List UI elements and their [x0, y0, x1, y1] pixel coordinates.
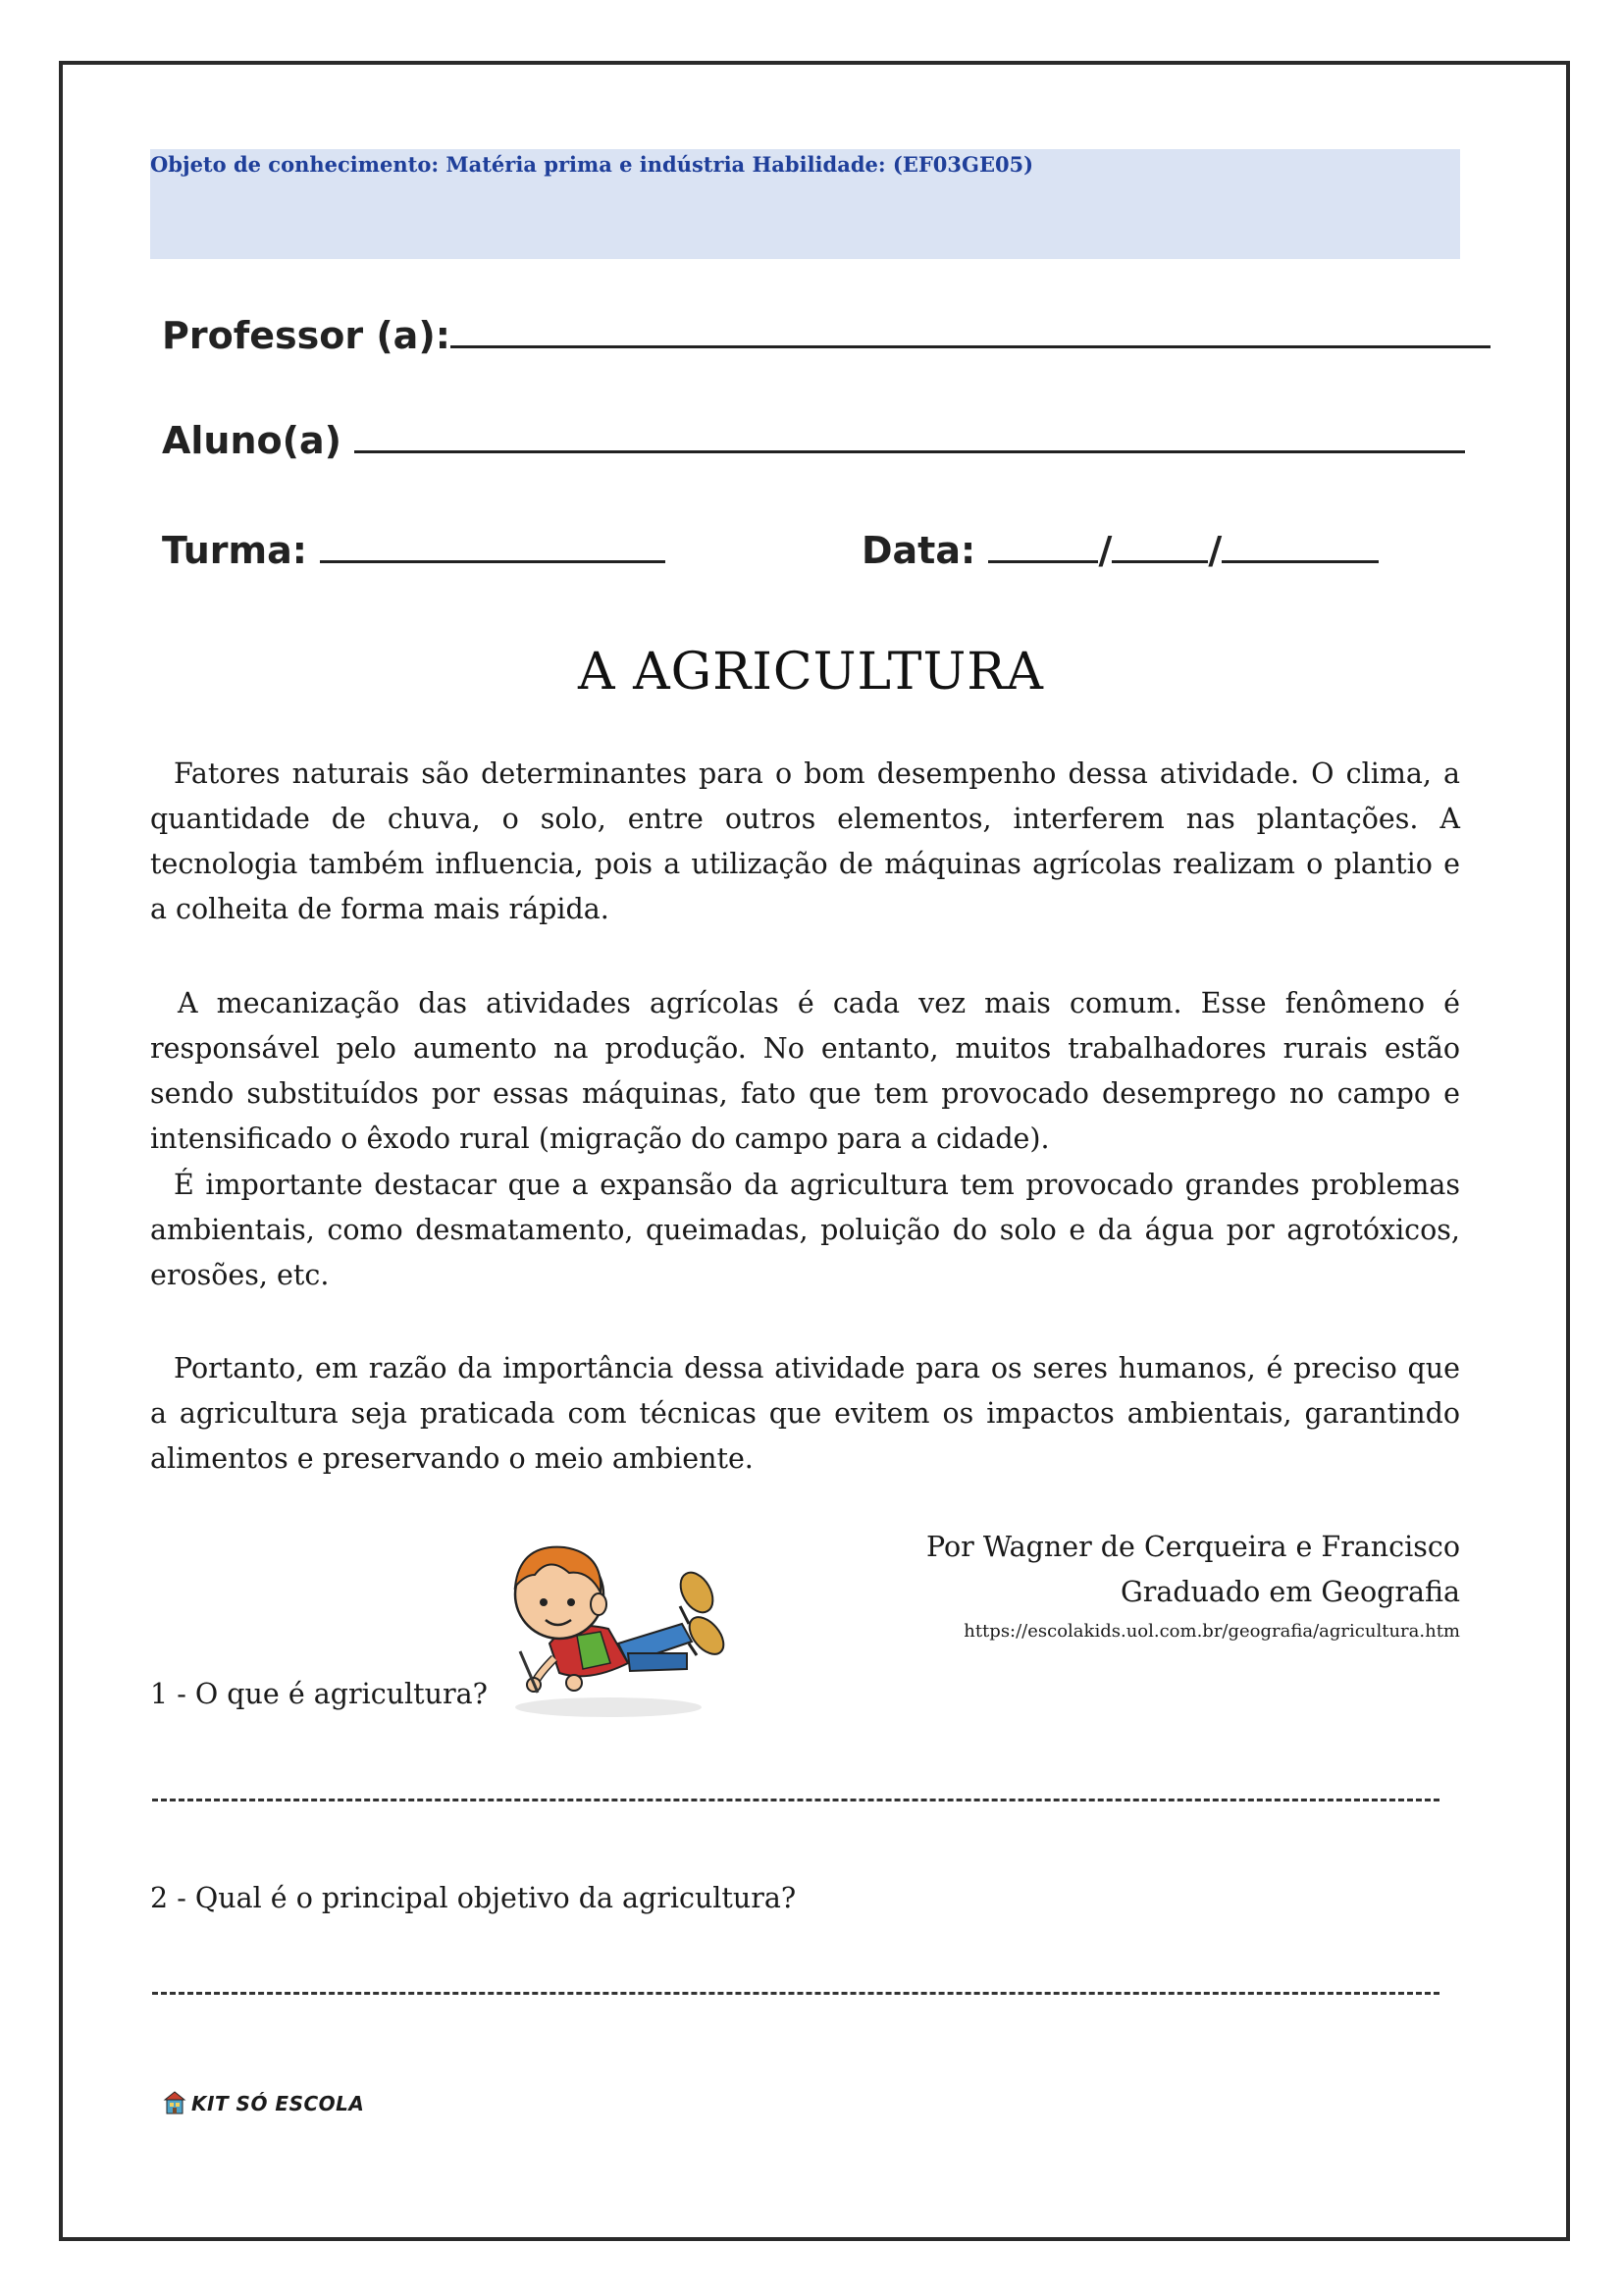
paragraph: Portanto, em razão da importância dessa atividade para os seres humanos, é preciso que a agricultura seja praticada com técnicas que evitem os impactos ambientais, garantindo alimentos e preservando o meio ambiente.: [150, 1352, 1460, 1475]
date-slash: /: [1098, 529, 1113, 572]
source-url: https://escolakids.uol.com.br/geografia/agricultura.htm: [964, 1621, 1460, 1642]
author-credit: Por Wagner de Cerqueira e Francisco: [925, 1531, 1460, 1563]
month-line: [1112, 527, 1208, 563]
data-field[interactable]: [862, 527, 1379, 572]
logo-text: KIT SÓ ESCOLA: [191, 2092, 365, 2115]
day-line: [988, 527, 1098, 563]
aluno-line: [354, 417, 1465, 453]
child-writing-illustration: [481, 1526, 736, 1727]
answer-line-1[interactable]: [152, 1799, 1439, 1801]
turma-line: [320, 527, 665, 563]
school-icon: [162, 2090, 187, 2117]
turma-field[interactable]: [162, 527, 665, 572]
turma-label: Turma:: [162, 529, 307, 572]
kit-so-escola-logo: [162, 2090, 364, 2117]
data-label: Data:: [862, 529, 976, 572]
question-1: 1 - O que é agricultura?: [150, 1678, 488, 1710]
professor-label: Professor (a):: [162, 314, 450, 357]
header-text: Objeto de conhecimento: Matéria prima e indústria Habilidade: (EF03GE05): [150, 152, 1034, 177]
professor-field[interactable]: [162, 312, 1491, 357]
paragraph: A mecanização das atividades agrícolas é cada vez mais comum. Esse fenômeno é responsável pelo aumento na produção. No entanto, muitos trabalhadores rurais estão sendo substituídos por essas máquinas, fato que tem provocado desemprego no campo e intensificado o êxodo rural (migração do campo para a cidade).: [150, 987, 1460, 1155]
question-2: 2 - Qual é o principal objetivo da agricultura?: [150, 1882, 797, 1914]
answer-line-2[interactable]: [152, 1992, 1439, 1995]
paragraph: Fatores naturais são determinantes para o bom desempenho dessa atividade. O clima, a quantidade de chuva, o solo, entre outros elementos, interferem nas plantações. A tecnologia também influencia, pois a utilização de máquinas agrícolas realizam o plantio e a colheita de forma mais rápida.: [150, 757, 1460, 925]
aluno-label: Aluno(a): [162, 419, 342, 462]
aluno-field[interactable]: [162, 417, 1465, 462]
author-role: Graduado em Geografia: [1120, 1576, 1460, 1608]
professor-line: [450, 312, 1491, 348]
page-title: A AGRICULTURA: [578, 643, 1044, 702]
paragraph: É importante destacar que a expansão da agricultura tem provocado grandes problemas ambientais, como desmatamento, queimadas, poluição do solo e da água por agrotóxicos, erosões, etc.: [150, 1169, 1460, 1291]
date-slash: /: [1208, 529, 1223, 572]
year-line: [1222, 527, 1379, 563]
